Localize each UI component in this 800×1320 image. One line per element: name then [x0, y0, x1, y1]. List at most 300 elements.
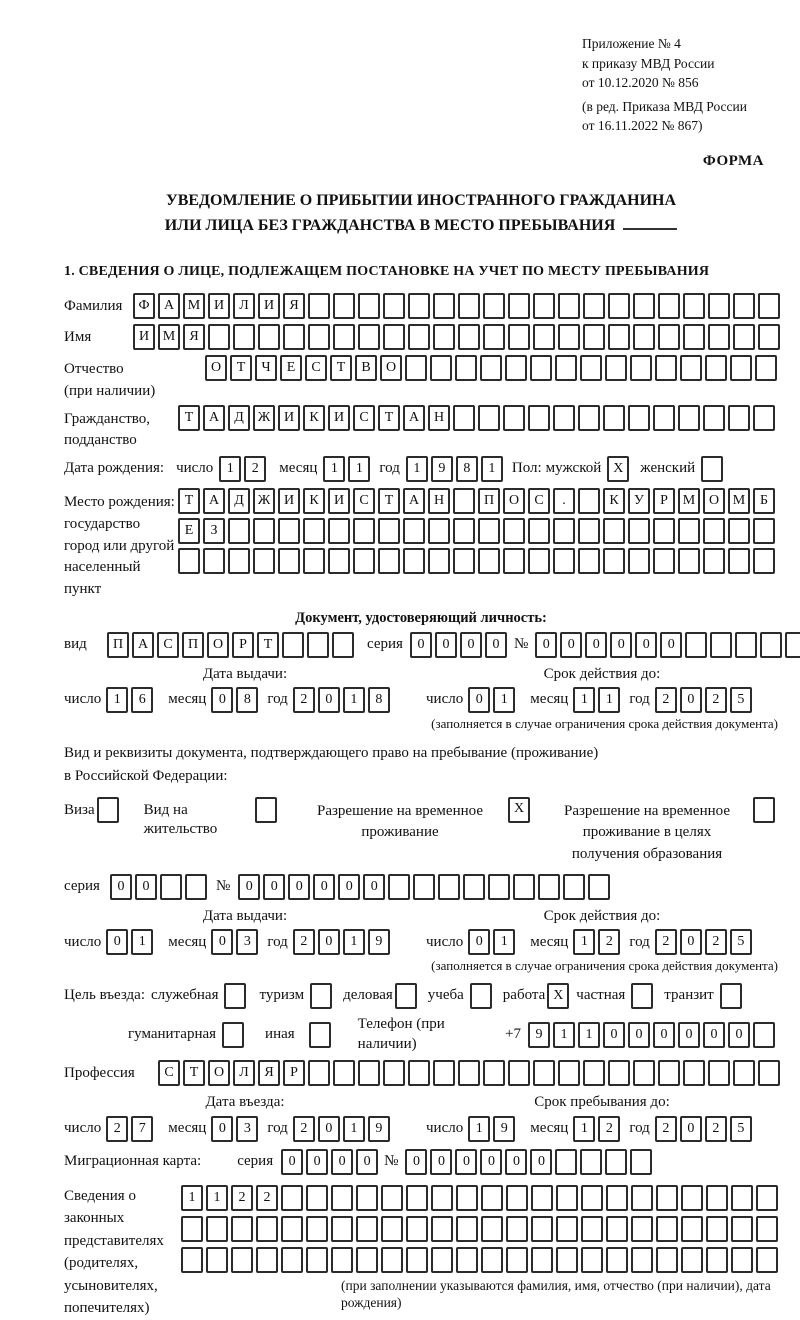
form-cell[interactable]: О: [205, 355, 227, 381]
form-cell[interactable]: [653, 548, 675, 574]
form-cell[interactable]: [508, 324, 530, 350]
form-cell[interactable]: 0: [135, 874, 157, 900]
form-cell[interactable]: [753, 1022, 775, 1048]
form-cell[interactable]: [728, 548, 750, 574]
form-cell[interactable]: М: [728, 488, 750, 514]
form-cell[interactable]: [681, 1185, 703, 1211]
form-cell[interactable]: X: [508, 797, 530, 823]
form-cell[interactable]: 2: [655, 687, 677, 713]
form-cell[interactable]: [605, 1149, 627, 1175]
form-cell[interactable]: [331, 1247, 353, 1273]
form-cell[interactable]: 0: [313, 874, 335, 900]
form-cell[interactable]: С: [528, 488, 550, 514]
form-cell[interactable]: [533, 324, 555, 350]
form-cell[interactable]: [224, 983, 246, 1009]
form-cell[interactable]: [730, 355, 752, 381]
form-cell[interactable]: [405, 355, 427, 381]
form-cell[interactable]: [281, 1185, 303, 1211]
form-cell[interactable]: [785, 632, 800, 658]
form-cell[interactable]: 2: [705, 687, 727, 713]
form-cell[interactable]: [555, 355, 577, 381]
form-cell[interactable]: 0: [535, 632, 557, 658]
form-cell[interactable]: [658, 1060, 680, 1086]
form-cell[interactable]: [580, 355, 602, 381]
form-cell[interactable]: [608, 1060, 630, 1086]
form-cell[interactable]: 2: [293, 687, 315, 713]
form-cell[interactable]: 0: [318, 687, 340, 713]
form-cell[interactable]: [578, 548, 600, 574]
form-cell[interactable]: Ч: [255, 355, 277, 381]
form-cell[interactable]: [756, 1216, 778, 1242]
form-cell[interactable]: 2: [293, 929, 315, 955]
form-cell[interactable]: С: [353, 488, 375, 514]
form-cell[interactable]: [481, 1185, 503, 1211]
form-cell[interactable]: 1: [206, 1185, 228, 1211]
form-cell[interactable]: 5: [730, 929, 752, 955]
form-cell[interactable]: [653, 405, 675, 431]
form-cell[interactable]: С: [353, 405, 375, 431]
form-cell[interactable]: М: [678, 488, 700, 514]
form-cell[interactable]: [583, 1060, 605, 1086]
form-cell[interactable]: [558, 324, 580, 350]
form-cell[interactable]: 1: [481, 456, 503, 482]
form-cell[interactable]: [283, 324, 305, 350]
form-cell[interactable]: [483, 324, 505, 350]
form-cell[interactable]: [733, 1060, 755, 1086]
form-cell[interactable]: [708, 1060, 730, 1086]
form-cell[interactable]: [553, 548, 575, 574]
form-cell[interactable]: [755, 355, 777, 381]
form-cell[interactable]: 2: [598, 1116, 620, 1142]
form-cell[interactable]: А: [158, 293, 180, 319]
form-cell[interactable]: [531, 1185, 553, 1211]
form-cell[interactable]: [603, 518, 625, 544]
form-cell[interactable]: [555, 1149, 577, 1175]
form-cell[interactable]: У: [628, 488, 650, 514]
form-cell[interactable]: 0: [628, 1022, 650, 1048]
form-cell[interactable]: 0: [306, 1149, 328, 1175]
form-cell[interactable]: 0: [653, 1022, 675, 1048]
form-cell[interactable]: [231, 1216, 253, 1242]
form-cell[interactable]: [578, 488, 600, 514]
form-cell[interactable]: [681, 1216, 703, 1242]
form-cell[interactable]: [328, 518, 350, 544]
form-cell[interactable]: [358, 324, 380, 350]
form-cell[interactable]: 5: [730, 687, 752, 713]
form-cell[interactable]: [481, 1247, 503, 1273]
form-cell[interactable]: Я: [258, 1060, 280, 1086]
form-cell[interactable]: 0: [318, 929, 340, 955]
form-cell[interactable]: [307, 632, 329, 658]
form-cell[interactable]: [306, 1185, 328, 1211]
form-cell[interactable]: [758, 324, 780, 350]
form-cell[interactable]: [556, 1216, 578, 1242]
form-cell[interactable]: К: [603, 488, 625, 514]
form-cell[interactable]: [503, 405, 525, 431]
form-cell[interactable]: Ж: [253, 488, 275, 514]
form-cell[interactable]: 1: [323, 456, 345, 482]
form-cell[interactable]: [760, 632, 782, 658]
form-cell[interactable]: [206, 1247, 228, 1273]
form-cell[interactable]: [608, 324, 630, 350]
form-cell[interactable]: Е: [280, 355, 302, 381]
form-cell[interactable]: 0: [560, 632, 582, 658]
form-cell[interactable]: 0: [680, 929, 702, 955]
form-cell[interactable]: [481, 1216, 503, 1242]
form-cell[interactable]: [456, 1185, 478, 1211]
form-cell[interactable]: [505, 355, 527, 381]
form-cell[interactable]: [706, 1247, 728, 1273]
form-cell[interactable]: 2: [705, 1116, 727, 1142]
form-cell[interactable]: 9: [431, 456, 453, 482]
form-cell[interactable]: 7: [131, 1116, 153, 1142]
form-cell[interactable]: [685, 632, 707, 658]
form-cell[interactable]: 0: [678, 1022, 700, 1048]
form-cell[interactable]: [258, 324, 280, 350]
form-cell[interactable]: З: [203, 518, 225, 544]
form-cell[interactable]: [633, 324, 655, 350]
form-cell[interactable]: [506, 1216, 528, 1242]
form-cell[interactable]: [278, 548, 300, 574]
form-cell[interactable]: И: [278, 405, 300, 431]
form-cell[interactable]: [683, 1060, 705, 1086]
form-cell[interactable]: [706, 1185, 728, 1211]
form-cell[interactable]: 5: [730, 1116, 752, 1142]
form-cell[interactable]: [581, 1247, 603, 1273]
form-cell[interactable]: Л: [233, 293, 255, 319]
form-cell[interactable]: С: [157, 632, 179, 658]
form-cell[interactable]: [630, 1149, 652, 1175]
form-cell[interactable]: [538, 874, 560, 900]
form-cell[interactable]: [683, 324, 705, 350]
form-cell[interactable]: [580, 1149, 602, 1175]
form-cell[interactable]: [756, 1185, 778, 1211]
form-cell[interactable]: [608, 293, 630, 319]
form-cell[interactable]: [731, 1247, 753, 1273]
form-cell[interactable]: [253, 518, 275, 544]
form-cell[interactable]: 0: [238, 874, 260, 900]
form-cell[interactable]: [378, 518, 400, 544]
form-cell[interactable]: 0: [660, 632, 682, 658]
form-cell[interactable]: 2: [231, 1185, 253, 1211]
form-cell[interactable]: Ж: [253, 405, 275, 431]
form-cell[interactable]: [630, 355, 652, 381]
form-cell[interactable]: [578, 518, 600, 544]
form-cell[interactable]: [456, 1247, 478, 1273]
form-cell[interactable]: [703, 518, 725, 544]
form-cell[interactable]: 0: [356, 1149, 378, 1175]
form-cell[interactable]: [658, 324, 680, 350]
form-cell[interactable]: 8: [236, 687, 258, 713]
form-cell[interactable]: [656, 1216, 678, 1242]
form-cell[interactable]: И: [278, 488, 300, 514]
form-cell[interactable]: 1: [348, 456, 370, 482]
form-cell[interactable]: 0: [410, 632, 432, 658]
form-cell[interactable]: 0: [318, 1116, 340, 1142]
form-cell[interactable]: [281, 1216, 303, 1242]
form-cell[interactable]: [530, 355, 552, 381]
form-cell[interactable]: .: [553, 488, 575, 514]
form-cell[interactable]: В: [355, 355, 377, 381]
form-cell[interactable]: А: [403, 405, 425, 431]
form-cell[interactable]: [656, 1247, 678, 1273]
form-cell[interactable]: 2: [598, 929, 620, 955]
form-cell[interactable]: 0: [338, 874, 360, 900]
form-cell[interactable]: Я: [283, 293, 305, 319]
form-cell[interactable]: 0: [610, 632, 632, 658]
form-cell[interactable]: [381, 1216, 403, 1242]
form-cell[interactable]: [720, 983, 742, 1009]
form-cell[interactable]: [753, 518, 775, 544]
form-cell[interactable]: А: [203, 488, 225, 514]
form-cell[interactable]: 1: [493, 929, 515, 955]
form-cell[interactable]: [753, 548, 775, 574]
form-cell[interactable]: [553, 405, 575, 431]
form-cell[interactable]: 0: [703, 1022, 725, 1048]
form-cell[interactable]: [678, 405, 700, 431]
form-cell[interactable]: [178, 548, 200, 574]
form-cell[interactable]: [381, 1185, 403, 1211]
form-cell[interactable]: [588, 874, 610, 900]
form-cell[interactable]: 0: [635, 632, 657, 658]
form-cell[interactable]: [478, 405, 500, 431]
form-cell[interactable]: 0: [430, 1149, 452, 1175]
form-cell[interactable]: [333, 293, 355, 319]
form-cell[interactable]: [556, 1185, 578, 1211]
form-cell[interactable]: [306, 1216, 328, 1242]
form-cell[interactable]: 9: [528, 1022, 550, 1048]
form-cell[interactable]: [332, 632, 354, 658]
form-cell[interactable]: [628, 518, 650, 544]
form-cell[interactable]: [331, 1216, 353, 1242]
form-cell[interactable]: 1: [219, 456, 241, 482]
form-cell[interactable]: [753, 797, 775, 823]
form-cell[interactable]: 0: [331, 1149, 353, 1175]
form-cell[interactable]: Д: [228, 405, 250, 431]
form-cell[interactable]: [708, 293, 730, 319]
form-cell[interactable]: [303, 518, 325, 544]
form-cell[interactable]: [431, 1247, 453, 1273]
form-cell[interactable]: 9: [368, 929, 390, 955]
form-cell[interactable]: Н: [428, 405, 450, 431]
form-cell[interactable]: [458, 324, 480, 350]
form-cell[interactable]: [433, 1060, 455, 1086]
form-cell[interactable]: 0: [110, 874, 132, 900]
form-cell[interactable]: [438, 874, 460, 900]
form-cell[interactable]: [483, 1060, 505, 1086]
form-cell[interactable]: 1: [493, 687, 515, 713]
form-cell[interactable]: 0: [211, 687, 233, 713]
title-blank-underline[interactable]: [623, 216, 677, 230]
form-cell[interactable]: [383, 324, 405, 350]
form-cell[interactable]: Е: [178, 518, 200, 544]
form-cell[interactable]: 0: [281, 1149, 303, 1175]
form-cell[interactable]: И: [258, 293, 280, 319]
form-cell[interactable]: [463, 874, 485, 900]
form-cell[interactable]: [181, 1216, 203, 1242]
form-cell[interactable]: [563, 874, 585, 900]
form-cell[interactable]: 8: [456, 456, 478, 482]
form-cell[interactable]: [681, 1247, 703, 1273]
form-cell[interactable]: [628, 548, 650, 574]
form-cell[interactable]: X: [607, 456, 629, 482]
form-cell[interactable]: 0: [455, 1149, 477, 1175]
form-cell[interactable]: 0: [480, 1149, 502, 1175]
form-cell[interactable]: [455, 355, 477, 381]
form-cell[interactable]: Я: [183, 324, 205, 350]
form-cell[interactable]: [181, 1247, 203, 1273]
form-cell[interactable]: [533, 1060, 555, 1086]
form-cell[interactable]: [680, 355, 702, 381]
form-cell[interactable]: О: [207, 632, 229, 658]
form-cell[interactable]: [581, 1216, 603, 1242]
form-cell[interactable]: [706, 1216, 728, 1242]
form-cell[interactable]: [705, 355, 727, 381]
form-cell[interactable]: [222, 1022, 244, 1048]
form-cell[interactable]: 0: [728, 1022, 750, 1048]
form-cell[interactable]: [513, 874, 535, 900]
form-cell[interactable]: 2: [106, 1116, 128, 1142]
form-cell[interactable]: Б: [753, 488, 775, 514]
form-cell[interactable]: Р: [232, 632, 254, 658]
form-cell[interactable]: 1: [181, 1185, 203, 1211]
form-cell[interactable]: И: [328, 488, 350, 514]
form-cell[interactable]: [356, 1247, 378, 1273]
form-cell[interactable]: [428, 548, 450, 574]
form-cell[interactable]: С: [305, 355, 327, 381]
form-cell[interactable]: 2: [244, 456, 266, 482]
form-cell[interactable]: [328, 548, 350, 574]
form-cell[interactable]: Т: [183, 1060, 205, 1086]
form-cell[interactable]: Т: [257, 632, 279, 658]
form-cell[interactable]: [728, 518, 750, 544]
form-cell[interactable]: [388, 874, 410, 900]
form-cell[interactable]: [381, 1247, 403, 1273]
form-cell[interactable]: [303, 548, 325, 574]
form-cell[interactable]: [553, 518, 575, 544]
form-cell[interactable]: [310, 983, 332, 1009]
form-cell[interactable]: [281, 1247, 303, 1273]
form-cell[interactable]: [480, 355, 502, 381]
form-cell[interactable]: [531, 1216, 553, 1242]
form-cell[interactable]: [431, 1185, 453, 1211]
form-cell[interactable]: [453, 518, 475, 544]
form-cell[interactable]: [308, 324, 330, 350]
form-cell[interactable]: [383, 1060, 405, 1086]
form-cell[interactable]: 3: [236, 1116, 258, 1142]
form-cell[interactable]: [413, 874, 435, 900]
form-cell[interactable]: [633, 1060, 655, 1086]
form-cell[interactable]: М: [183, 293, 205, 319]
form-cell[interactable]: [506, 1247, 528, 1273]
form-cell[interactable]: [533, 293, 555, 319]
form-cell[interactable]: 2: [705, 929, 727, 955]
form-cell[interactable]: [606, 1247, 628, 1273]
form-cell[interactable]: [403, 548, 425, 574]
form-cell[interactable]: 0: [211, 929, 233, 955]
form-cell[interactable]: [453, 405, 475, 431]
form-cell[interactable]: 1: [343, 1116, 365, 1142]
form-cell[interactable]: [358, 1060, 380, 1086]
form-cell[interactable]: [528, 405, 550, 431]
form-cell[interactable]: 0: [263, 874, 285, 900]
form-cell[interactable]: Т: [330, 355, 352, 381]
form-cell[interactable]: [406, 1185, 428, 1211]
form-cell[interactable]: 3: [236, 929, 258, 955]
form-cell[interactable]: [97, 797, 119, 823]
form-cell[interactable]: [453, 488, 475, 514]
form-cell[interactable]: [431, 1216, 453, 1242]
form-cell[interactable]: [228, 548, 250, 574]
form-cell[interactable]: [403, 518, 425, 544]
form-cell[interactable]: 0: [468, 687, 490, 713]
form-cell[interactable]: [256, 1216, 278, 1242]
form-cell[interactable]: [753, 405, 775, 431]
form-cell[interactable]: 9: [368, 1116, 390, 1142]
form-cell[interactable]: 0: [288, 874, 310, 900]
form-cell[interactable]: 1: [573, 929, 595, 955]
form-cell[interactable]: [583, 293, 605, 319]
form-cell[interactable]: [408, 324, 430, 350]
form-cell[interactable]: X: [547, 983, 569, 1009]
form-cell[interactable]: [528, 518, 550, 544]
form-cell[interactable]: [228, 518, 250, 544]
form-cell[interactable]: О: [208, 1060, 230, 1086]
form-cell[interactable]: [333, 1060, 355, 1086]
form-cell[interactable]: [678, 518, 700, 544]
form-cell[interactable]: [333, 324, 355, 350]
form-cell[interactable]: [255, 797, 277, 823]
form-cell[interactable]: [678, 548, 700, 574]
form-cell[interactable]: [628, 405, 650, 431]
form-cell[interactable]: [756, 1247, 778, 1273]
form-cell[interactable]: [606, 1185, 628, 1211]
form-cell[interactable]: 8: [368, 687, 390, 713]
form-cell[interactable]: 1: [106, 687, 128, 713]
form-cell[interactable]: 0: [468, 929, 490, 955]
form-cell[interactable]: П: [107, 632, 129, 658]
form-cell[interactable]: [256, 1247, 278, 1273]
form-cell[interactable]: [508, 1060, 530, 1086]
form-cell[interactable]: [631, 1216, 653, 1242]
form-cell[interactable]: Т: [378, 488, 400, 514]
form-cell[interactable]: 0: [680, 687, 702, 713]
form-cell[interactable]: 0: [460, 632, 482, 658]
form-cell[interactable]: Р: [653, 488, 675, 514]
form-cell[interactable]: 1: [578, 1022, 600, 1048]
form-cell[interactable]: О: [503, 488, 525, 514]
form-cell[interactable]: [208, 324, 230, 350]
form-cell[interactable]: [506, 1185, 528, 1211]
form-cell[interactable]: 1: [598, 687, 620, 713]
form-cell[interactable]: И: [208, 293, 230, 319]
form-cell[interactable]: [703, 548, 725, 574]
form-cell[interactable]: Т: [230, 355, 252, 381]
form-cell[interactable]: 2: [655, 929, 677, 955]
form-cell[interactable]: [655, 355, 677, 381]
form-cell[interactable]: А: [132, 632, 154, 658]
form-cell[interactable]: [733, 293, 755, 319]
form-cell[interactable]: [631, 1247, 653, 1273]
form-cell[interactable]: [358, 293, 380, 319]
form-cell[interactable]: 2: [655, 1116, 677, 1142]
form-cell[interactable]: [406, 1247, 428, 1273]
form-cell[interactable]: [556, 1247, 578, 1273]
form-cell[interactable]: [356, 1216, 378, 1242]
form-cell[interactable]: [383, 293, 405, 319]
form-cell[interactable]: [458, 293, 480, 319]
form-cell[interactable]: [458, 1060, 480, 1086]
